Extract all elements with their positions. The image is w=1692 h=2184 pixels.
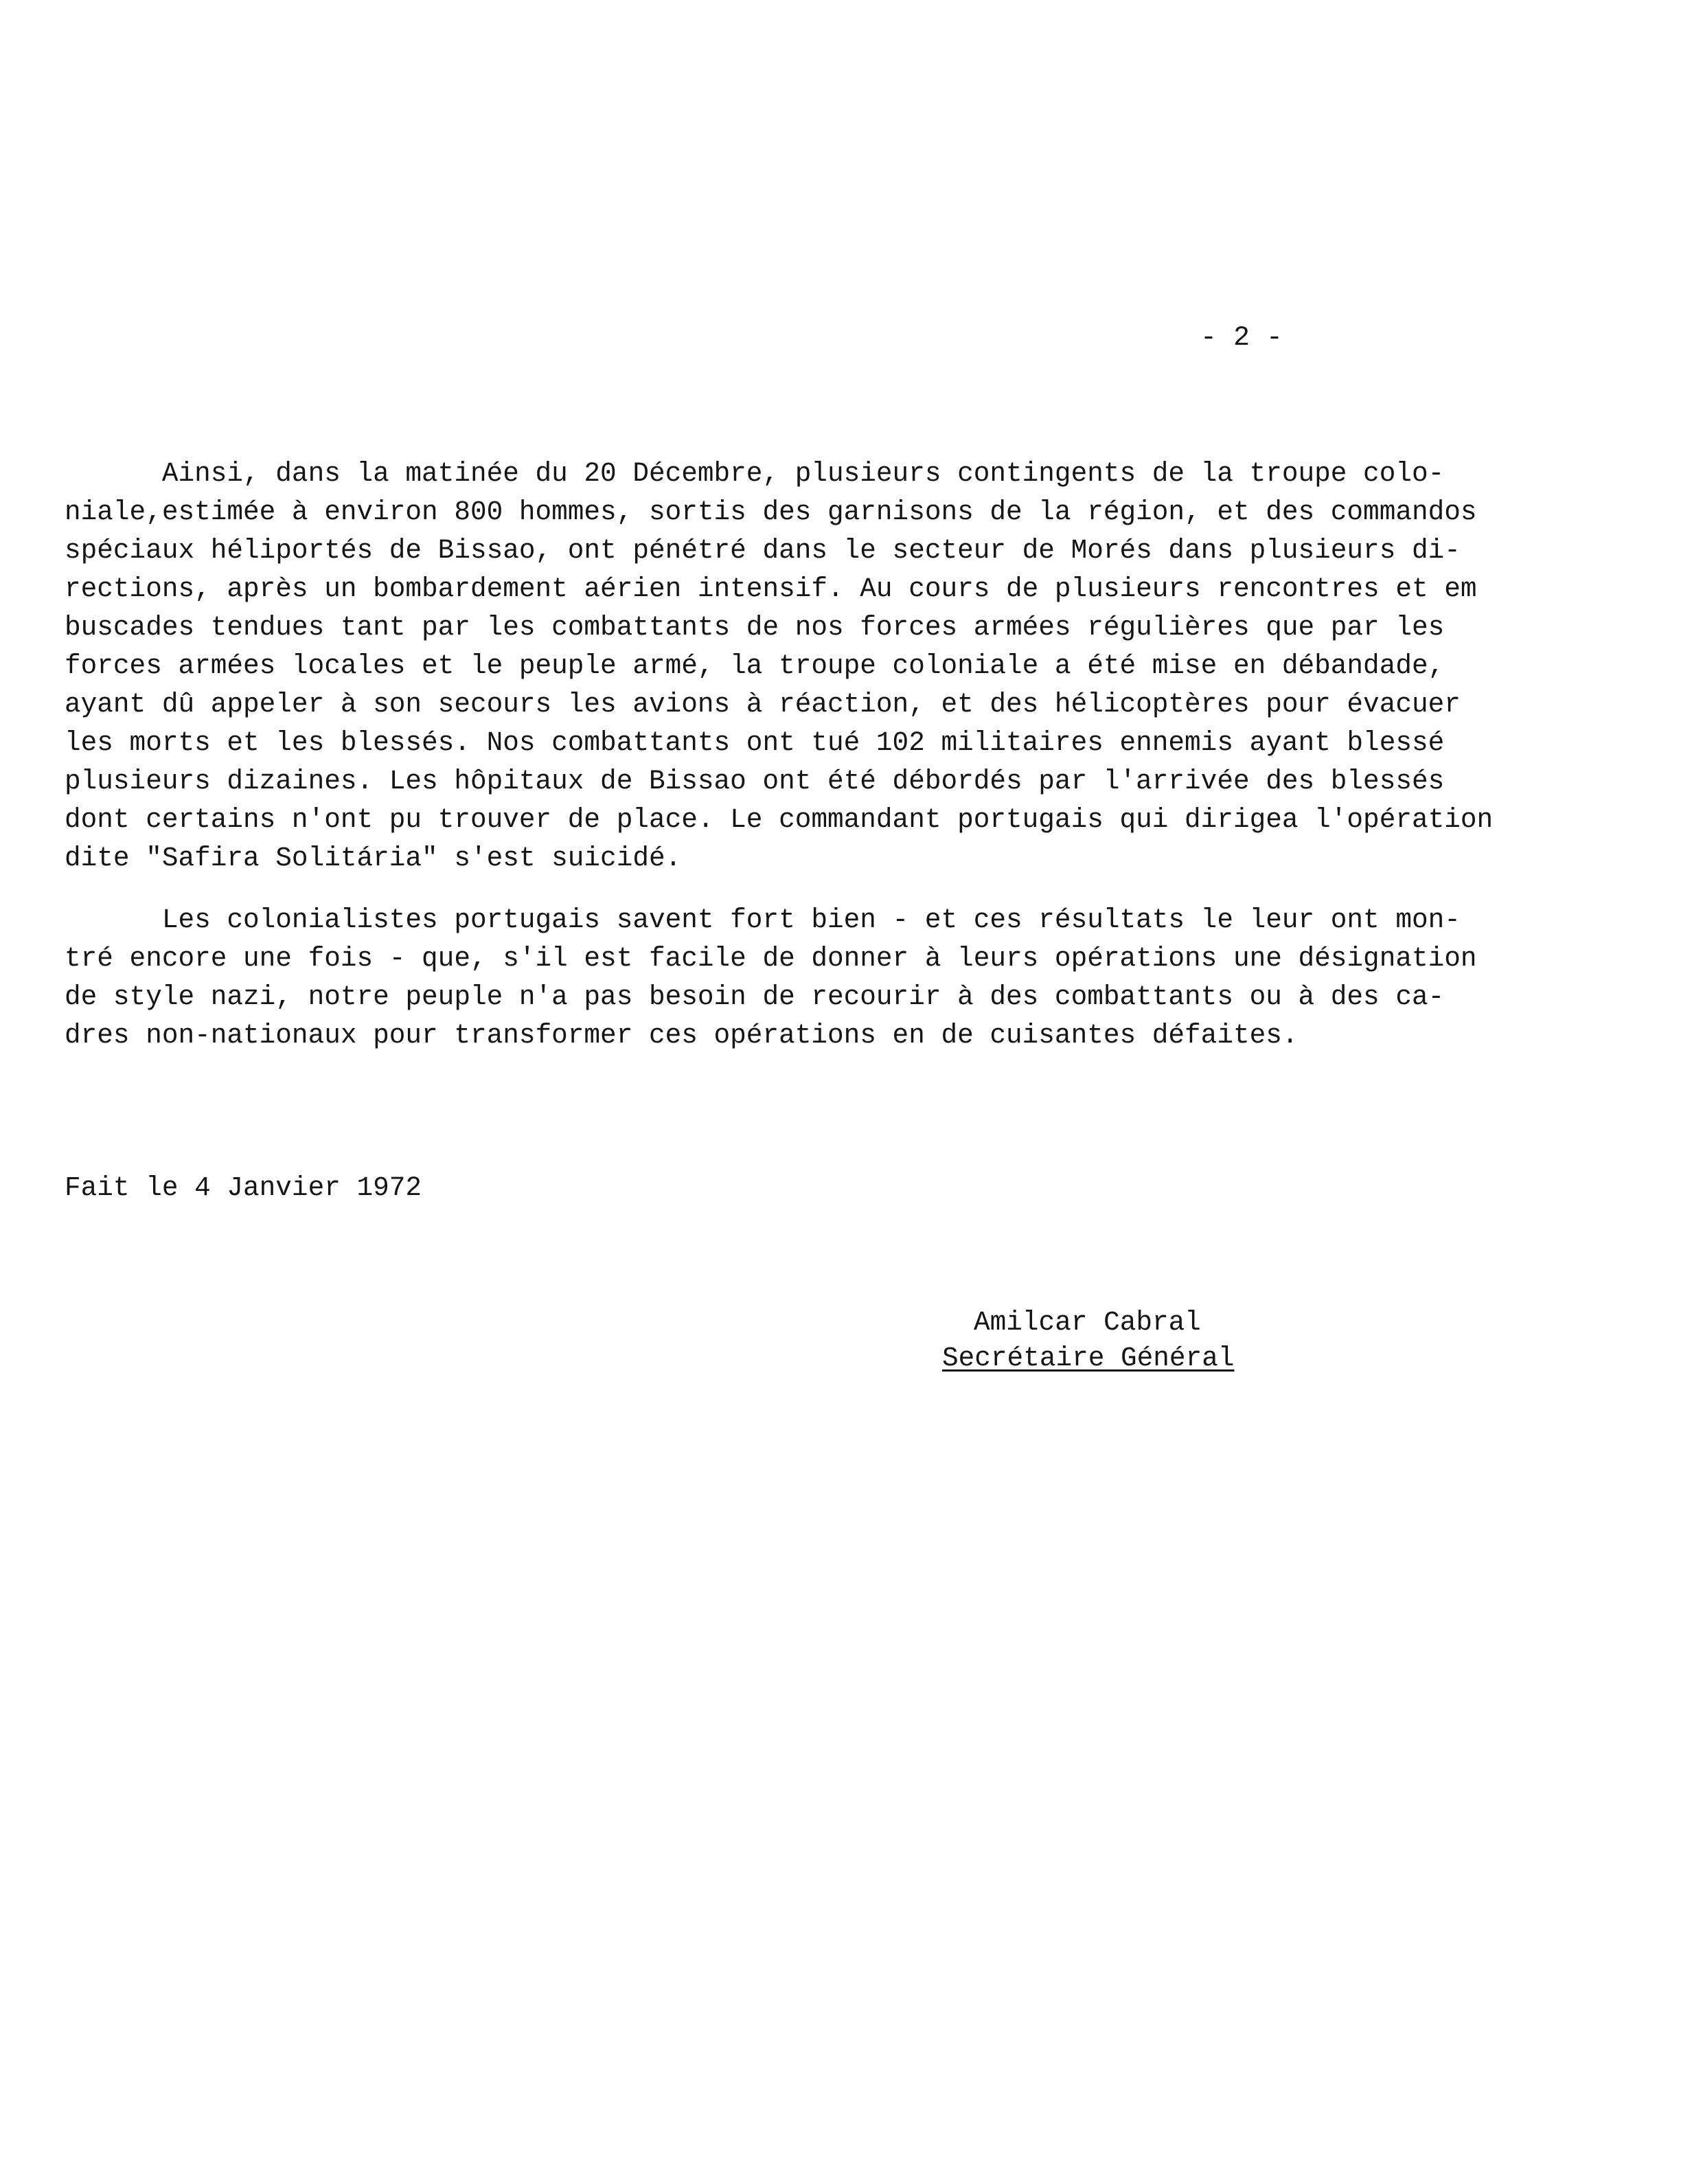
- signature-block: [942, 1305, 1258, 1376]
- text-line: rections, après un bombardement aérien intensif. Au cours de plusieurs rencontres et em: [65, 573, 1477, 604]
- text-line: de style nazi, notre peuple n'a pas besoin de recourir à des combattants ou à des ca-: [65, 981, 1445, 1012]
- date-line: Fait le 4 Janvier 1972: [65, 1172, 422, 1203]
- text-line: ayant dû appeler à son secours les avions à réaction, et des hélicoptères pour évacuer: [65, 689, 1461, 720]
- signatory-title: Secrétaire Général: [942, 1343, 1235, 1374]
- text-line: spéciaux héliportés de Bissao, ont pénétré dans le secteur de Morés dans plusieurs di-: [65, 535, 1461, 566]
- paragraph-2: [65, 901, 1477, 1055]
- text-line: dite "Safira Solitária" s'est suicidé.: [65, 843, 682, 874]
- text-line: les morts et les blessés. Nos combattants ont tué 102 militaires ennemis ayant blessé: [65, 727, 1445, 758]
- text-line: buscades tendues tant par les combattants de nos forces armées régulières que par les: [65, 612, 1445, 643]
- signatory-name: Amilcar Cabral: [974, 1307, 1201, 1338]
- text-line: niale,estimée à environ 800 hommes, sortis des garnisons de la région, et des commandos: [65, 497, 1477, 527]
- text-line: dres non-nationaux pour transformer ces opérations en de cuisantes défaites.: [65, 1020, 1299, 1051]
- text-line: Ainsi, dans la matinée du 20 Décembre, plusieurs contingents de la troupe colo-: [65, 458, 1445, 489]
- text-line: plusieurs dizaines. Les hôpitaux de Bissao ont été débordés par l'arrivée des blessés: [65, 766, 1445, 797]
- body-text: [65, 455, 1494, 1055]
- paragraph-spacer: [65, 878, 1465, 901]
- page-number: - 2 -: [1200, 323, 1283, 354]
- paragraph-1: [65, 455, 1494, 878]
- text-line: dont certains n'ont pu trouver de place. Le commandant portugais qui dirigea l'opération: [65, 804, 1494, 835]
- text-line: forces armées locales et le peuple armé, la troupe coloniale a été mise en débandade,: [65, 650, 1445, 681]
- text-line: Les colonialistes portugais savent fort bien - et ces résultats le leur ont mon-: [65, 905, 1461, 935]
- text-line: tré encore une fois - que, s'il est facile de donner à leurs opérations une désignation: [65, 943, 1477, 974]
